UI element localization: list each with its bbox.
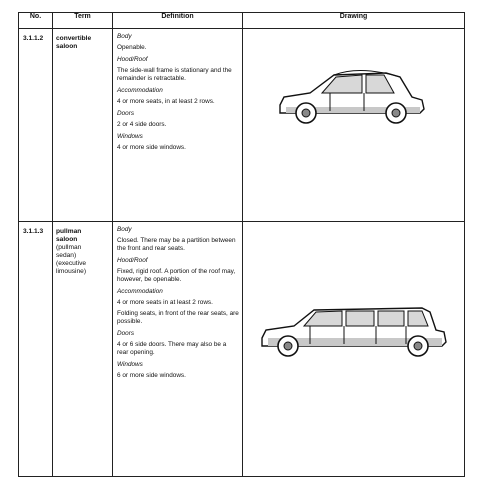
- definition-heading: Windows: [117, 361, 143, 368]
- definition-text: Openable.: [117, 44, 147, 51]
- row-drawing: [243, 222, 465, 477]
- definition-text: The side-wall frame is stationary and the remainder is retractable.: [117, 67, 232, 82]
- term-line: limousine): [56, 268, 87, 275]
- header-drawing: Drawing: [243, 13, 465, 29]
- definition-heading: Accommodation: [117, 288, 163, 295]
- term-line: (executive: [56, 260, 87, 267]
- definition-heading: Hood/Roof: [117, 257, 148, 264]
- header-no: No.: [19, 13, 53, 29]
- term-line: sedan): [56, 252, 77, 259]
- definition-heading: Body: [117, 33, 132, 40]
- row-definition: [113, 222, 243, 477]
- header-definition: Definition: [113, 13, 243, 29]
- row-term: [53, 222, 113, 477]
- term-line: pullman: [56, 228, 82, 235]
- row-definition: [113, 29, 243, 222]
- definition-text: 2 or 4 side doors.: [117, 121, 167, 128]
- definition-heading: Body: [117, 226, 132, 233]
- definition-heading: Windows: [117, 133, 143, 140]
- row-number: 3.1.1.3: [19, 222, 53, 477]
- definition-text: 4 or more side windows.: [117, 144, 186, 151]
- definition-text: Folding seats, in front of the rear seats, are possible.: [117, 310, 239, 325]
- definition-text: 4 or 6 side doors. There may also be a rear opening.: [117, 341, 227, 356]
- definition-text: 6 or more side windows.: [117, 372, 186, 379]
- definition-heading: Doors: [117, 330, 135, 337]
- table-row: [19, 222, 465, 477]
- convertible-saloon-car-drawing: [276, 67, 426, 131]
- definition-heading: Accommodation: [117, 87, 163, 94]
- term-line: convertible: [56, 35, 92, 42]
- header-row: [19, 13, 465, 29]
- row-drawing: [243, 29, 465, 222]
- definition-text: Closed. There may be a partition between the front and rear seats.: [117, 237, 236, 252]
- definition-heading: Hood/Roof: [117, 56, 148, 63]
- vehicle-terms-table: [18, 12, 465, 477]
- pullman-saloon-car-drawing: [258, 302, 448, 366]
- table-row: [19, 29, 465, 222]
- row-term: [53, 29, 113, 222]
- term-line: (pullman: [56, 244, 82, 251]
- header-term: Term: [53, 13, 113, 29]
- row-number: 3.1.1.2: [19, 29, 53, 222]
- term-line: saloon: [56, 236, 78, 243]
- term-line: saloon: [56, 43, 78, 50]
- definition-text: 4 or more seats, in at least 2 rows.: [117, 98, 215, 105]
- definition-heading: Doors: [117, 110, 135, 117]
- definition-text: 4 or more seats in at least 2 rows.: [117, 299, 213, 306]
- definition-text: Fixed, rigid roof. A portion of the roof may, however, be openable.: [117, 268, 236, 283]
